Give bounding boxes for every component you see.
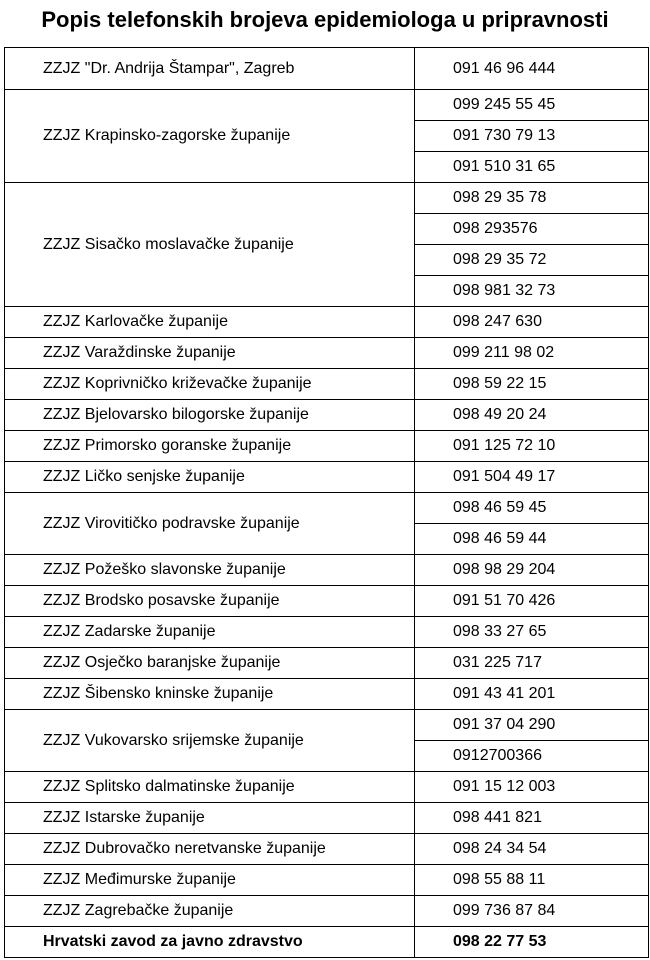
phone-number: 098 441 821 [415,803,649,834]
phone-directory-body [5,48,649,958]
phone-number: 091 43 41 201 [415,679,649,710]
phone-number: 098 981 32 73 [415,276,649,307]
phone-number: 098 293576 [415,214,649,245]
institution-name: ZZJZ Ličko senjske županije [5,462,415,493]
table-row [5,927,649,958]
institution-name: ZZJZ Brodsko posavske županije [5,586,415,617]
institution-name: ZZJZ Varaždinske županije [5,338,415,369]
phone-number: 098 59 22 15 [415,369,649,400]
phone-number: 098 247 630 [415,307,649,338]
institution-name: ZZJZ Primorsko goranske županije [5,431,415,462]
institution-name: ZZJZ Koprivničko križevačke županije [5,369,415,400]
table-row [5,48,649,90]
phone-number: 091 46 96 444 [415,48,649,90]
table-row [5,493,649,524]
institution-name: ZZJZ Istarske županije [5,803,415,834]
phone-number: 091 730 79 13 [415,121,649,152]
table-row [5,710,649,741]
phone-number: 098 33 27 65 [415,617,649,648]
phone-number: 098 98 29 204 [415,555,649,586]
table-row [5,183,649,214]
table-row [5,834,649,865]
table-row [5,431,649,462]
institution-name: Hrvatski zavod za javno zdravstvo [5,927,415,958]
institution-name: ZZJZ Karlovačke županije [5,307,415,338]
table-row [5,338,649,369]
table-row [5,400,649,431]
table-row [5,617,649,648]
table-row [5,307,649,338]
institution-name: ZZJZ "Dr. Andrija Štampar", Zagreb [5,48,415,90]
phone-number: 091 125 72 10 [415,431,649,462]
institution-name: ZZJZ Šibensko kninske županije [5,679,415,710]
phone-number: 098 46 59 44 [415,524,649,555]
institution-name: ZZJZ Dubrovačko neretvanske županije [5,834,415,865]
table-row [5,679,649,710]
institution-name: ZZJZ Međimurske županije [5,865,415,896]
institution-name: ZZJZ Splitsko dalmatinske županije [5,772,415,803]
table-row [5,896,649,927]
phone-number: 0912700366 [415,741,649,772]
table-row [5,90,649,121]
table-row [5,555,649,586]
phone-number: 091 15 12 003 [415,772,649,803]
phone-directory-table [4,47,649,958]
phone-number: 098 29 35 78 [415,183,649,214]
phone-number: 098 29 35 72 [415,245,649,276]
institution-name: ZZJZ Zagrebačke županije [5,896,415,927]
institution-name: ZZJZ Virovitičko podravske županije [5,493,415,555]
phone-number: 031 225 717 [415,648,649,679]
phone-number: 091 510 31 65 [415,152,649,183]
institution-name: ZZJZ Požeško slavonske županije [5,555,415,586]
institution-name: ZZJZ Bjelovarsko bilogorske županije [5,400,415,431]
table-row [5,803,649,834]
phone-number: 098 22 77 53 [415,927,649,958]
phone-number: 091 37 04 290 [415,710,649,741]
phone-number: 098 24 34 54 [415,834,649,865]
institution-name: ZZJZ Vukovarsko srijemske županije [5,710,415,772]
institution-name: ZZJZ Krapinsko-zagorske županije [5,90,415,183]
phone-number: 098 49 20 24 [415,400,649,431]
table-row [5,369,649,400]
institution-name: ZZJZ Sisačko moslavačke županije [5,183,415,307]
table-row [5,462,649,493]
phone-number: 099 736 87 84 [415,896,649,927]
document-title: Popis telefonskih brojeva epidemiologa u pripravnosti [41,7,609,32]
institution-name: ZZJZ Zadarske županije [5,617,415,648]
phone-number: 099 245 55 45 [415,90,649,121]
table-row [5,648,649,679]
table-row [5,772,649,803]
institution-name: ZZJZ Osječko baranjske županije [5,648,415,679]
phone-number: 099 211 98 02 [415,338,649,369]
phone-number: 098 55 88 11 [415,865,649,896]
table-row [5,865,649,896]
table-row [5,586,649,617]
phone-number: 091 504 49 17 [415,462,649,493]
phone-number: 091 51 70 426 [415,586,649,617]
phone-number: 098 46 59 45 [415,493,649,524]
